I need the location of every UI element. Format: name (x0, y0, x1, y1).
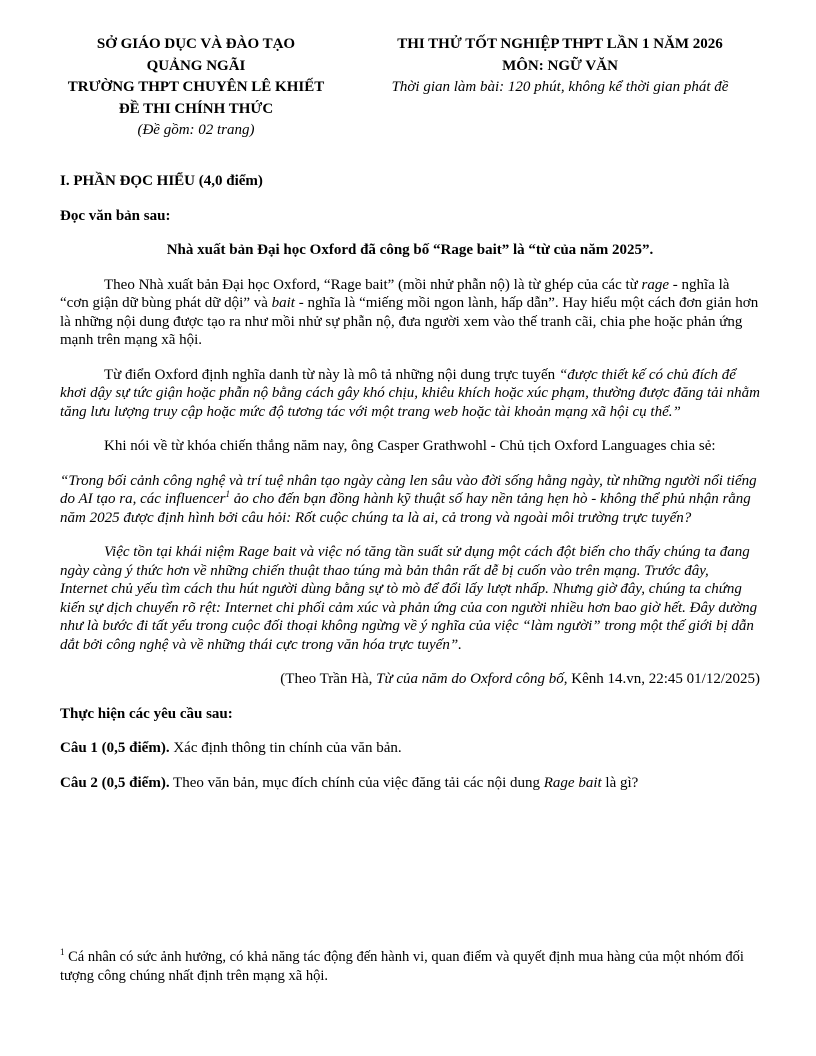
header-left (56, 34, 336, 142)
exam-content (60, 172, 760, 808)
exam-duration: Thời gian làm bài: 120 phút, không kể thời gian phát đề (391, 79, 729, 95)
p1-b: rage (641, 276, 670, 293)
paragraph-5-quote: Việc tồn tại khái niệm Rage bait và việc nó tăng tần suất sử dụng một cách đột biến cho thấy chúng ta đang ngày càng ý thức hơn về những chiến thuật thao túng mà bản thân rất dễ bị cuốn vào trên mạng. Trước đây, Internet chủ yếu tìm cách thu hút người dùng bằng sự tò mò để đổi lấy lượt nhấp. Nhưng giờ đây, chúng ta chứng kiến sự dịch chuyển rõ rệt: Internet chi phối cảm xúc và phản ứng của con người nhiều hơn bao giờ hết. Đây dường như là bước đi tất yếu trong cuộc đối thoại không ngừng về ý nghĩa của việc “làm người” trong một thế giới bị dẫn dắt bởi công nghệ và về những thái cực trong văn hóa trực tuyến”. (60, 544, 758, 653)
footnote-ref: 1 (225, 489, 231, 499)
p1-e: - nghĩa là “miếng mồi ngon lành, hấp dẫn”. Hay hiểu một cách đơn giản hơn là những nội dung được tạo ra như mồi nhử sự phẫn nộ, đưa người xem vào thế tranh cãi, chia phe hoặc phản ứng mạnh trên mạng xã hội. (60, 295, 759, 348)
text-title: Nhà xuất bản Đại học Oxford đã công bố “Rage bait” là “từ của năm 2025”. (166, 242, 654, 258)
p2-a: Từ điển Oxford định nghĩa danh từ này là mô tả những nội dung trực tuyến (104, 366, 559, 383)
exam-title: THI THỬ TỐT NGHIỆP THPT LẦN 1 NĂM 2026 (397, 36, 723, 52)
tasks-label: Thực hiện các yêu cầu sau: (60, 705, 233, 722)
q2-text-a: Theo văn bản, mục đích chính của việc đăng tải các nội dung (169, 774, 544, 791)
department-name: SỞ GIÁO DỤC VÀ ĐÀO TẠO (96, 36, 296, 52)
paragraph-3: Khi nói về từ khóa chiến thắng năm nay, ông Casper Grathwohl - Chủ tịch Oxford Languages chia sẻ: (104, 438, 716, 454)
page-count-note: (Đề gồm: 02 trang) (137, 122, 255, 138)
section-heading: I. PHẦN ĐỌC HIỂU (4,0 điểm) (60, 173, 263, 189)
q2-text-c: là gì? (601, 774, 639, 791)
paragraph-4-quote (60, 472, 760, 528)
source-citation (60, 670, 760, 689)
p1-a: Theo Nhà xuất bản Đại học Oxford, “Rage bait” (mồi nhử phẫn nộ) là từ ghép của các từ (104, 276, 642, 293)
p4-a: “Trong bối cảnh công nghệ và trí tuệ nhân tạo ngày càng len sâu vào đời sống hằng ngày, từ những người nổi tiếng do AI tạo ra, các influencer (60, 472, 757, 507)
source-a: (Theo Trần Hà, (280, 671, 377, 687)
q2-label: Câu 2 (0,5 điểm). (60, 774, 170, 791)
subject-name: MÔN: NGỮ VĂN (502, 57, 618, 74)
footnote-number: 1 (60, 947, 65, 958)
header-right (360, 34, 760, 99)
footnote-text: Cá nhân có sức ảnh hưởng, có khả năng tác động đến hành vi, quan điểm và quyết định mua hàng của một nhóm đối tượng công chúng nhất định trên mạng xã hội. (60, 949, 744, 984)
p1-c: - nghĩa là “cơn giận dữ bùng phát dữ dội” và (60, 276, 730, 311)
q1-label: Câu 1 (0,5 điểm). (60, 740, 170, 756)
q1-text: Xác định thông tin chính của văn bản. (169, 740, 402, 756)
paragraph-2 (60, 366, 760, 422)
paragraph-1 (60, 276, 760, 350)
question-2 (60, 774, 760, 793)
question-1 (60, 739, 760, 758)
province-name: QUẢNG NGÃI (146, 57, 246, 74)
p4-b: ảo cho đến bạn đồng hành kỹ thuật số hay nền tảng hẹn hò - không thể phủ nhận rằng năm 2025 được định hình bởi câu hỏi: Rốt cuộc chúng ta là ai, cả trong và ngoài môi trường trực tuyến? (60, 491, 751, 526)
source-c: , Kênh 14.vn, 22:45 01/12/2025) (563, 671, 760, 687)
official-exam-label: ĐỀ THI CHÍNH THỨC (118, 100, 274, 117)
source-title: Từ của năm do Oxford công bố (376, 671, 564, 687)
school-name: TRƯỜNG THPT CHUYÊN LÊ KHIẾT (67, 79, 325, 95)
q2-text-b: Rage bait (543, 774, 602, 791)
read-label: Đọc văn bản sau: (60, 207, 171, 224)
p2-quote: “được thiết kế có chủ đích để khơi dậy sự tức giận hoặc phẫn nộ bằng cách gây khó chịu, khiêu khích hoặc xúc phạm, thường được đăng tải nhằm tăng lưu lượng truy cập hoặc mức độ tương tác với một trang web hoặc tài khoản mạng xã hội cụ thể.” (60, 366, 760, 420)
p1-d: bait (271, 295, 295, 311)
footnote (60, 948, 760, 985)
